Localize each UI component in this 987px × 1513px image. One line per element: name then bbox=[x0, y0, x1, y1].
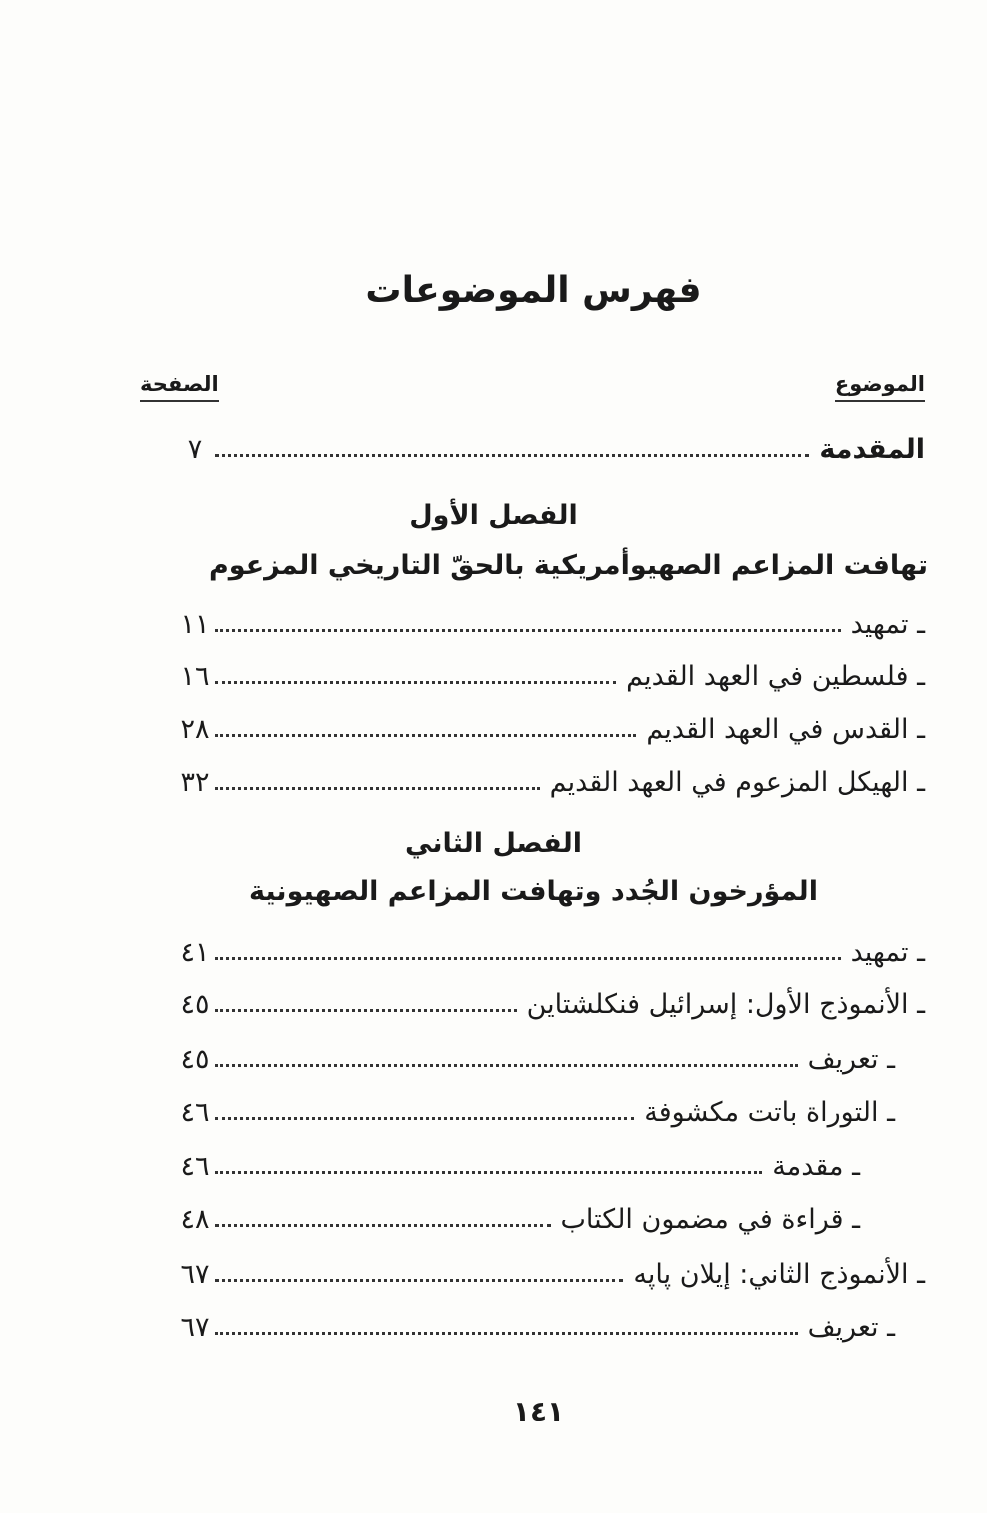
entry-page: ٦٧ bbox=[180, 1259, 210, 1290]
entry-label: ـ التوراة باتت مكشوفة bbox=[644, 1097, 895, 1128]
entry-label: المقدمة bbox=[819, 434, 925, 465]
dot-leader bbox=[215, 1171, 762, 1174]
entry-page: ١١ bbox=[180, 609, 210, 640]
toc-entry bbox=[140, 758, 925, 798]
toc-entry bbox=[140, 1035, 925, 1075]
dot-leader bbox=[215, 957, 841, 960]
entry-label: ـ القدس في العهد القديم bbox=[646, 714, 925, 745]
chapter-2-subtitle: المؤرخون الجُدد وتهافت المزاعم الصهيونية bbox=[249, 876, 818, 907]
entry-page: ٤٦ bbox=[180, 1097, 210, 1128]
dot-leader bbox=[215, 454, 809, 457]
entry-page: ٦٧ bbox=[180, 1312, 210, 1343]
dot-leader bbox=[215, 1117, 634, 1120]
toc-entry bbox=[140, 1142, 925, 1182]
entry-page: ١٦ bbox=[180, 661, 210, 692]
entry-label: ـ تمهيد bbox=[850, 609, 925, 640]
toc-entry bbox=[140, 1303, 925, 1343]
chapter-2-heading: الفصل الثاني bbox=[405, 828, 582, 859]
dot-leader bbox=[215, 681, 616, 684]
entry-label: ـ تعريف bbox=[807, 1312, 895, 1343]
toc-entry bbox=[140, 928, 925, 968]
toc-entry bbox=[140, 1195, 925, 1235]
entry-label: ـ مقدمة bbox=[772, 1151, 860, 1182]
toc-entry bbox=[140, 652, 925, 692]
dot-leader bbox=[215, 787, 540, 790]
dot-leader bbox=[215, 1064, 798, 1067]
topic-column-header: الموضوع bbox=[835, 372, 925, 402]
toc-entry bbox=[140, 705, 925, 745]
entry-page: ٤٥ bbox=[180, 989, 210, 1020]
entry-page: ٤٥ bbox=[180, 1044, 210, 1075]
entry-page: ٤٨ bbox=[180, 1204, 210, 1235]
toc-entry bbox=[140, 980, 925, 1020]
chapter-1-heading: الفصل الأول bbox=[409, 500, 578, 531]
entry-label: ـ الهيكل المزعوم في العهد القديم bbox=[549, 767, 925, 798]
entry-page: ٧ bbox=[187, 434, 203, 465]
dot-leader bbox=[215, 1279, 623, 1282]
entry-label: ـ الأنموذج الأول: إسرائيل فنكلشتاين bbox=[526, 989, 925, 1020]
page-title: فهرس الموضوعات bbox=[365, 270, 702, 311]
entry-label: ـ الأنموذج الثاني: إيلان پاپه bbox=[633, 1259, 925, 1290]
entry-label: ـ تعريف bbox=[807, 1044, 895, 1075]
chapter-1-subtitle: تهافت المزاعم الصهيوأمريكية بالحقّ التاريخي المزعوم bbox=[209, 550, 928, 581]
dot-leader bbox=[215, 629, 841, 632]
toc-entry bbox=[140, 600, 925, 640]
entry-page: ٢٨ bbox=[180, 714, 210, 745]
page-number: ١٤١ bbox=[512, 1395, 565, 1428]
toc-entry bbox=[140, 1250, 925, 1290]
dot-leader bbox=[215, 1224, 551, 1227]
entry-label: ـ قراءة في مضمون الكتاب bbox=[560, 1204, 860, 1235]
toc-entry bbox=[140, 1088, 925, 1128]
dot-leader bbox=[215, 1009, 517, 1012]
entry-page: ٣٢ bbox=[180, 767, 210, 798]
entry-page: ٤٦ bbox=[180, 1151, 210, 1182]
dot-leader bbox=[215, 734, 636, 737]
entry-label: ـ تمهيد bbox=[850, 937, 925, 968]
entry-label: ـ فلسطين في العهد القديم bbox=[626, 661, 925, 692]
page-column-header: الصفحة bbox=[140, 372, 219, 402]
toc-entry-intro bbox=[140, 425, 925, 465]
entry-page: ٤١ bbox=[180, 937, 210, 968]
dot-leader bbox=[215, 1332, 798, 1335]
